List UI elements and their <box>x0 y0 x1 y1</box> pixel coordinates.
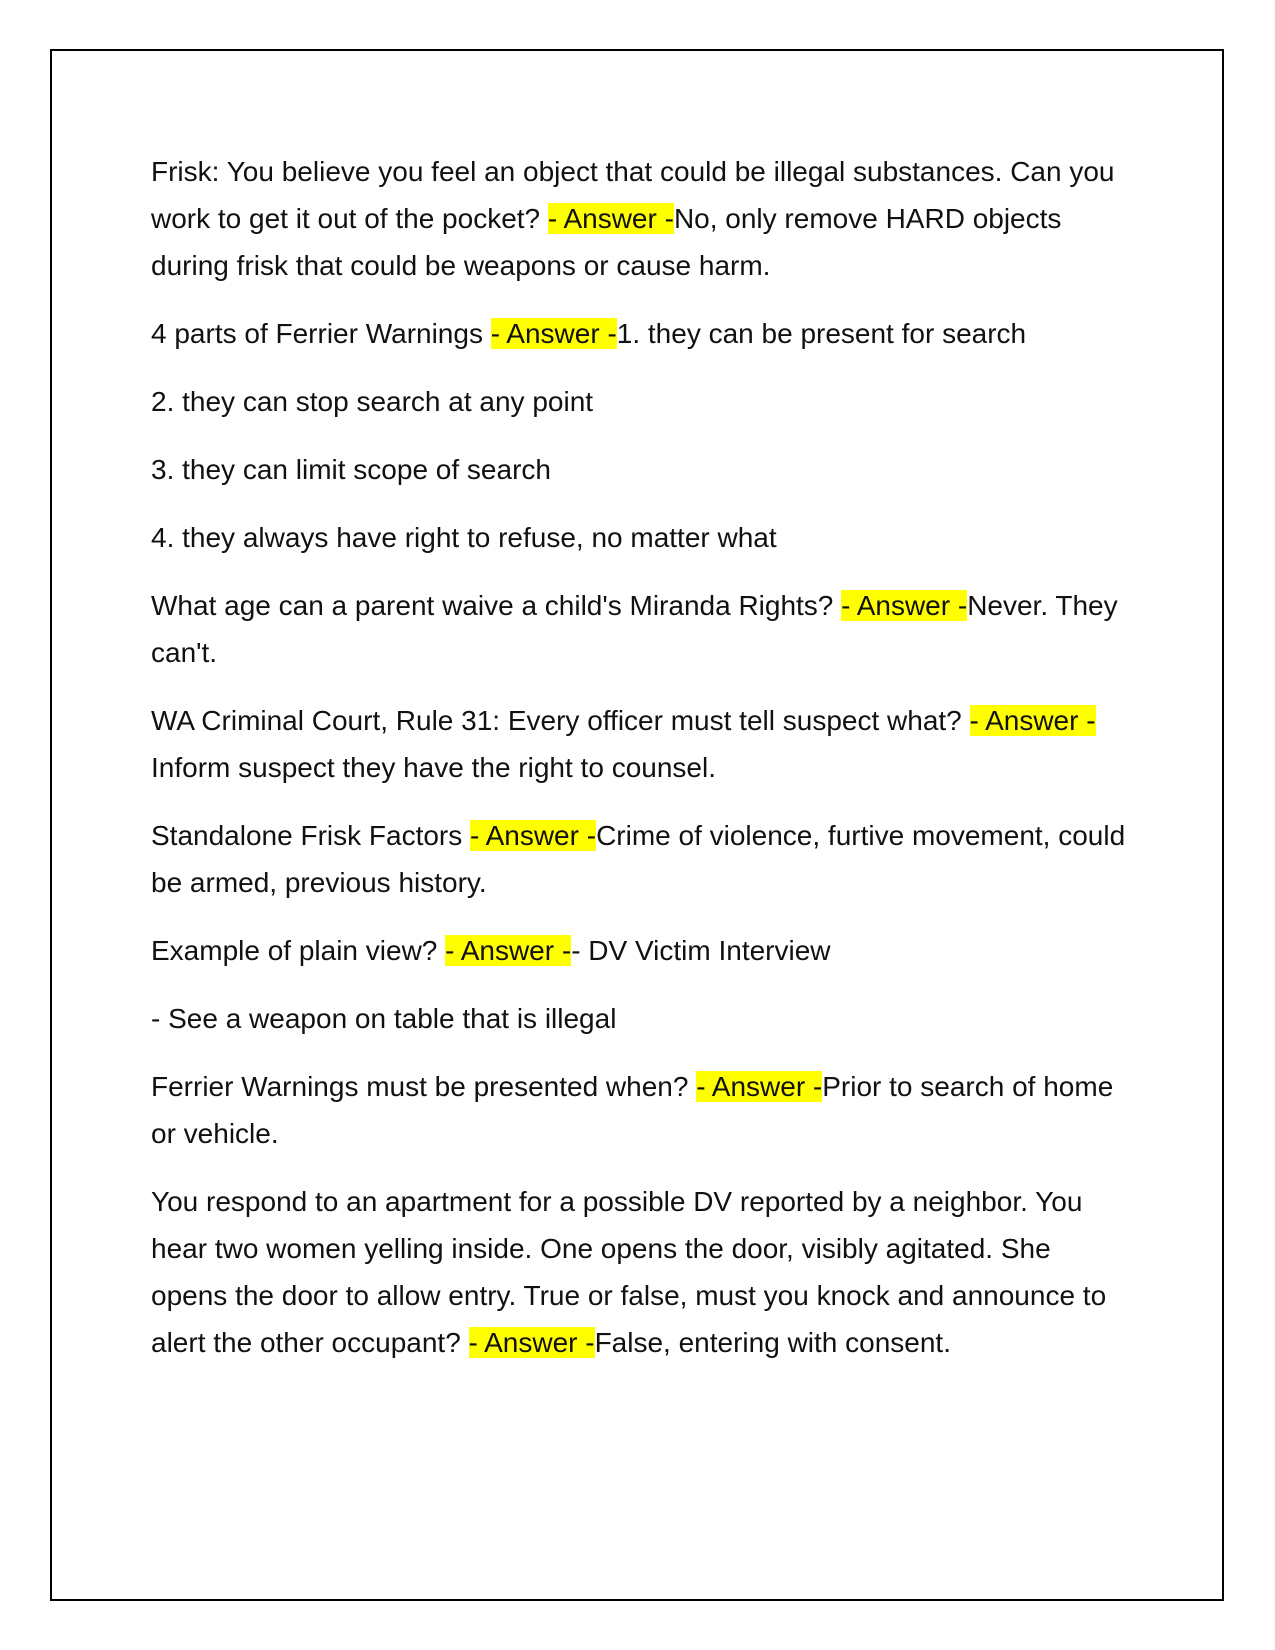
answer-text: 1. they can be present for search <box>616 318 1027 349</box>
answer-text: Crime of violence, furtive movement, could be armed, previous history. <box>151 820 1126 898</box>
question-text: 4 parts of Ferrier Warnings <box>151 318 491 349</box>
question-text: What age can a parent waive a child's Miranda Rights? <box>151 590 842 621</box>
question-text: Example of plain view? <box>151 935 446 966</box>
answer-highlight: - Answer - <box>470 820 597 851</box>
qa-paragraph-rule-31 <box>151 697 1131 791</box>
list-item-ferrier-3: 3. they can limit scope of search <box>151 454 551 485</box>
document-body <box>151 148 1131 1387</box>
list-item-plain-view-2: - See a weapon on table that is illegal <box>151 1003 617 1034</box>
answer-text: False, entering with consent. <box>594 1327 951 1358</box>
answer-text: - DV Victim Interview <box>571 935 831 966</box>
question-text: You respond to an apartment for a possible DV reported by a neighbor. You hear two women yelling inside. One opens the door, visibly agitated. She opens the door to allow entry. True or false, must you knock and announce to alert the other occupant? <box>151 1186 1107 1358</box>
qa-paragraph-miranda-age <box>151 582 1131 676</box>
qa-paragraph-frisk-factors <box>151 812 1131 906</box>
answer-highlight: - Answer - <box>468 1327 595 1358</box>
qa-paragraph-ferrier-parts <box>151 310 1131 357</box>
answer-highlight: - Answer - <box>696 1071 823 1102</box>
qa-paragraph-dv-entry <box>151 1178 1131 1366</box>
answer-text: Prior to search of home or vehicle. <box>151 1071 1114 1149</box>
qa-paragraph-plain-view <box>151 927 1131 974</box>
answer-highlight: - Answer - <box>547 203 674 234</box>
qa-paragraph-ferrier-when <box>151 1063 1131 1157</box>
question-text: Ferrier Warnings must be presented when? <box>151 1071 697 1102</box>
question-text: Standalone Frisk Factors <box>151 820 471 851</box>
answer-highlight: - Answer - <box>841 590 968 621</box>
list-item-ferrier-2: 2. they can stop search at any point <box>151 386 594 417</box>
answer-text: Never. They can't. <box>151 590 1118 668</box>
answer-highlight: - Answer - <box>445 935 572 966</box>
question-text: WA Criminal Court, Rule 31: Every officer must tell suspect what? <box>151 705 970 736</box>
answer-highlight: - Answer - <box>969 705 1096 736</box>
answer-text: No, only remove HARD objects during frisk that could be weapons or cause harm. <box>151 203 1062 281</box>
answer-highlight: - Answer - <box>490 318 617 349</box>
question-text: Frisk: You believe you feel an object that could be illegal substances. Can you work to get it out of the pocket? <box>151 156 1115 234</box>
list-item-ferrier-4: 4. they always have right to refuse, no matter what <box>151 522 777 553</box>
answer-text: Inform suspect they have the right to counsel. <box>151 752 716 783</box>
qa-paragraph-frisk-pocket <box>151 148 1131 289</box>
